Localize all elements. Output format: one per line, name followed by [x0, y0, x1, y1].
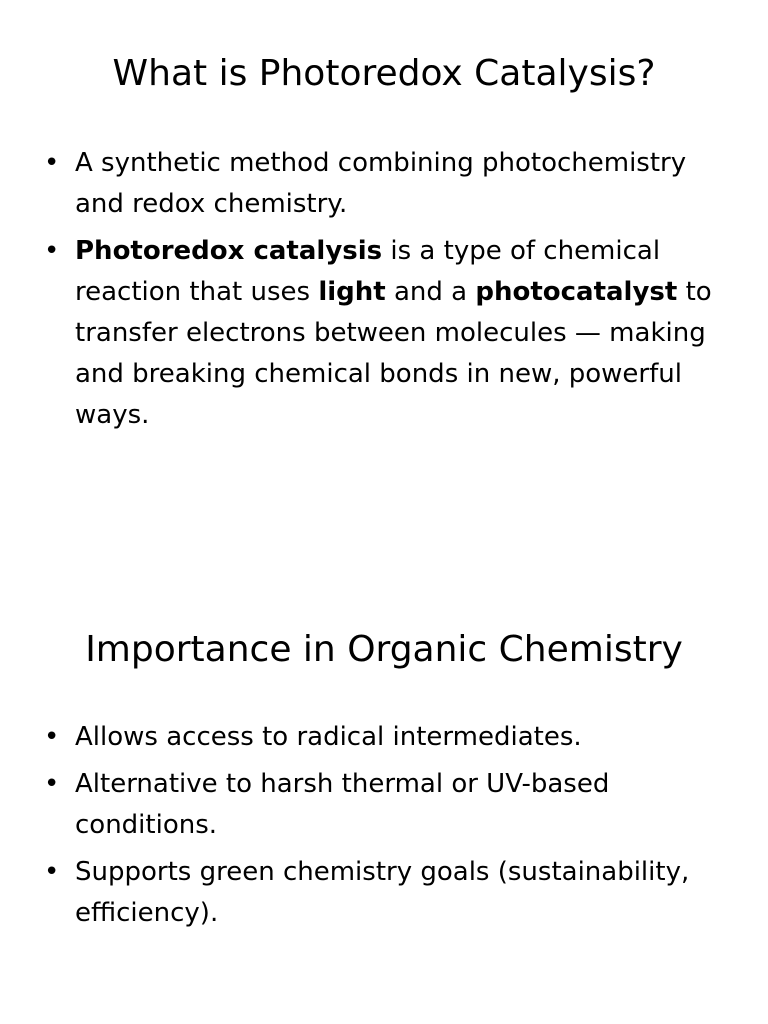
- slide-title: What is Photoredox Catalysis?: [112, 53, 656, 94]
- bullet-icon: •: [44, 722, 60, 752]
- bold-term-light: light: [318, 277, 386, 307]
- bold-term-photoredox-catalysis: Photoredox catalysis: [75, 236, 383, 266]
- bullet-item: [0, 852, 768, 934]
- bullet-item: [0, 764, 768, 846]
- bullet-text: Supports green chemistry goals (sustainability, efficiency).: [75, 857, 690, 928]
- slide-title: Importance in Organic Chemistry: [85, 629, 683, 670]
- bullet-text: A synthetic method combining photochemistry and redox chemistry.: [75, 148, 687, 219]
- bullet-item: [0, 717, 768, 758]
- bullet-text: Allows access to radical intermediates.: [75, 722, 582, 752]
- bullet-icon: •: [44, 769, 60, 799]
- bullet-list: [0, 143, 768, 442]
- bold-term-photocatalyst: photocatalyst: [475, 277, 678, 307]
- bullet-icon: •: [44, 236, 60, 266]
- bullet-text: to transfer electrons between molecules — making and breaking chemical bonds in new, powerful ways.: [75, 277, 712, 430]
- bullet-item: [0, 143, 768, 225]
- bullet-icon: •: [44, 148, 60, 178]
- bullet-text: Alternative to harsh thermal or UV-based conditions.: [75, 769, 610, 840]
- bullet-text: and a: [385, 277, 476, 307]
- bullet-list: [0, 717, 768, 940]
- slide-importance: [0, 512, 768, 1024]
- bullet-item: [0, 231, 768, 436]
- bullet-icon: •: [44, 857, 60, 887]
- bullet-text: is a type of chemical reaction that uses: [75, 236, 661, 307]
